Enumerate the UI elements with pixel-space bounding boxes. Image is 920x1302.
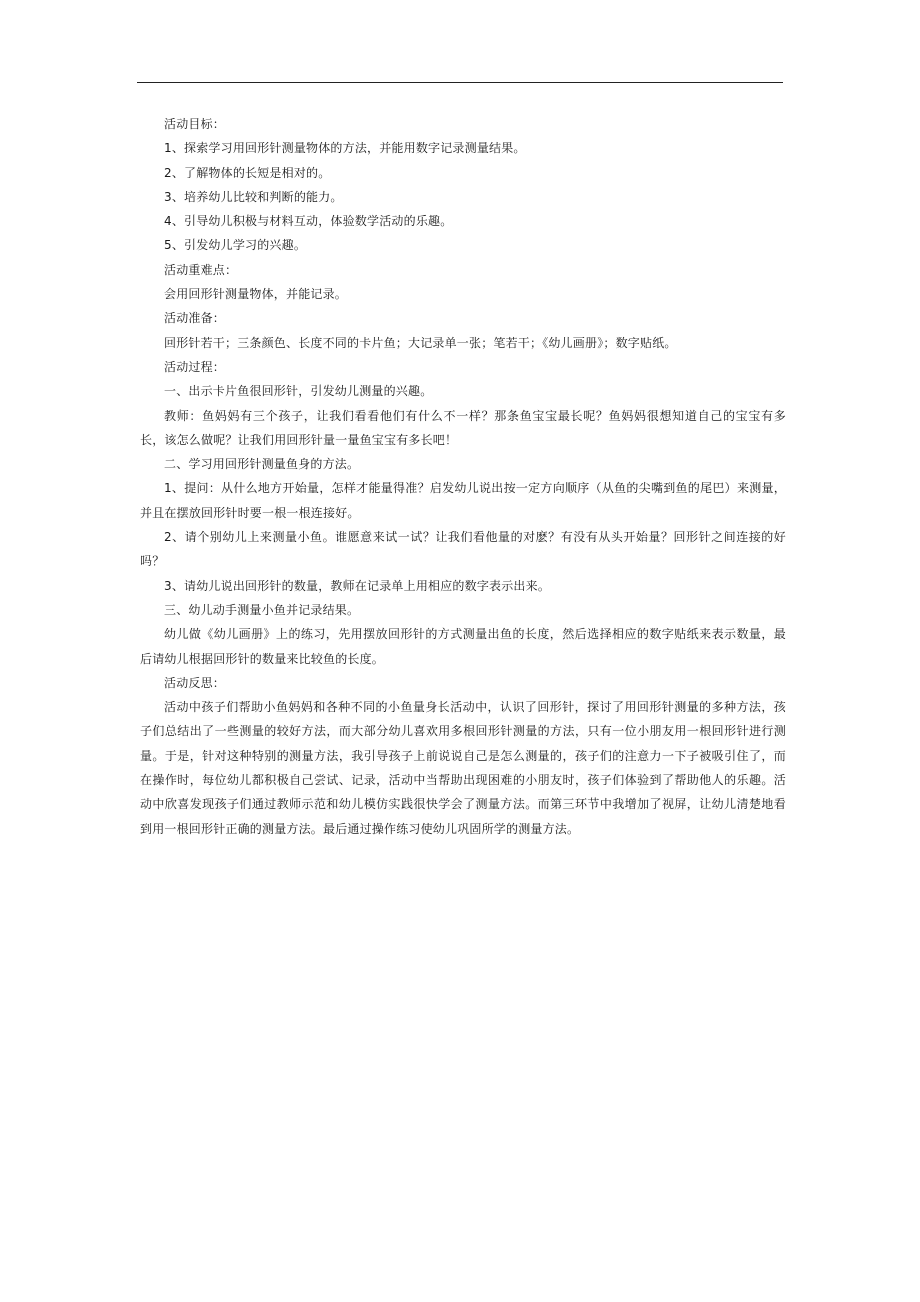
teacher-dialogue: 教师：鱼妈妈有三个孩子，让我们看看他们有什么不一样？那条鱼宝宝最长呢？鱼妈妈很想知道自己的宝宝有多长，该怎么做呢？让我们用回形针量一量鱼宝宝有多长吧！ xyxy=(140,408,786,447)
goal-item-5: 5、引发幼儿学习的兴趣。 xyxy=(164,238,307,253)
step-3-text: 幼儿做《幼儿画册》上的练习，先用摆放回形针的方式测量出鱼的长度，然后选择相应的数字贴纸来表示数量，最后请幼儿根据回形针的数量来比较鱼的长度。 xyxy=(140,627,786,666)
reflection-text: 活动中孩子们帮助小鱼妈妈和各种不同的小鱼量身长活动中，认识了回形针，探讨了用回形针测量的多种方法，孩子们总结出了一些测量的较好方法，而大部分幼儿喜欢用多根回形针测量的方法，只有一位小朋友用一根回形针进行测量。于是，针对这种特别的测量方法，我引导孩子上前说说自己是怎么测量的，孩子们的注意力一下子被吸引住了，而在操作时，每位幼儿都积极自己尝试、记录，活动中当帮助出现困难的小朋友时，孩子们体验到了帮助他人的乐趣。活动中欣喜发现孩子们通过教师示范和幼儿模仿实践很快学会了测量方法。而第三环节中我增加了视屏，让幼儿清楚地看到用一根回形针正确的测量方法。最后通过操作练习使幼儿巩固所学的测量方法。 xyxy=(140,700,786,836)
goal-item-1: 1、探索学习用回形针测量物体的方法，并能用数字记录测量结果。 xyxy=(164,141,526,156)
process-step-3: 三、幼儿动手测量小鱼并记录结果。 xyxy=(164,602,360,617)
step-2-item-1: 1、提问：从什么地方开始量，怎样才能量得准？启发幼儿说出按一定方向顺序（从鱼的尖嘴到鱼的尾巴）来测量，并且在摆放回形针时要一根一根连接好。 xyxy=(140,481,786,520)
heading-reflection: 活动反思： xyxy=(164,675,226,690)
process-step-2: 二、学习用回形针测量鱼身的方法。 xyxy=(164,457,360,472)
step-2-item-3: 3、请幼儿说出回形针的数量，教师在记录单上用相应的数字表示出来。 xyxy=(164,578,551,593)
heading-process: 活动过程： xyxy=(164,359,226,374)
goal-item-3: 3、培养幼儿比较和判断的能力。 xyxy=(164,189,343,204)
heading-key-points: 活动重难点： xyxy=(164,262,238,277)
key-points-text: 会用回形针测量物体，并能记录。 xyxy=(164,287,348,302)
heading-activity-goals: 活动目标： xyxy=(164,117,226,131)
heading-preparation: 活动准备： xyxy=(164,311,226,326)
preparation-text: 回形针若干；三条颜色、长度不同的卡片鱼；大记录单一张；笔若干；《幼儿画册》；数字贴纸。 xyxy=(164,335,677,350)
document-body xyxy=(140,112,786,841)
process-step-1: 一、出示卡片鱼很回形针，引发幼儿测量的兴趣。 xyxy=(164,384,433,399)
step-2-item-2: 2、请个别幼儿上来测量小鱼。谁愿意来试一试？让我们看他量的对麽？有没有从头开始量？回形针之间连接的好吗？ xyxy=(140,530,786,569)
goal-item-2: 2、了解物体的长短是相对的。 xyxy=(164,165,331,180)
goal-item-4: 4、引导幼儿积极与材料互动，体验数学活动的乐趣。 xyxy=(164,214,453,229)
header-rule xyxy=(137,82,783,83)
